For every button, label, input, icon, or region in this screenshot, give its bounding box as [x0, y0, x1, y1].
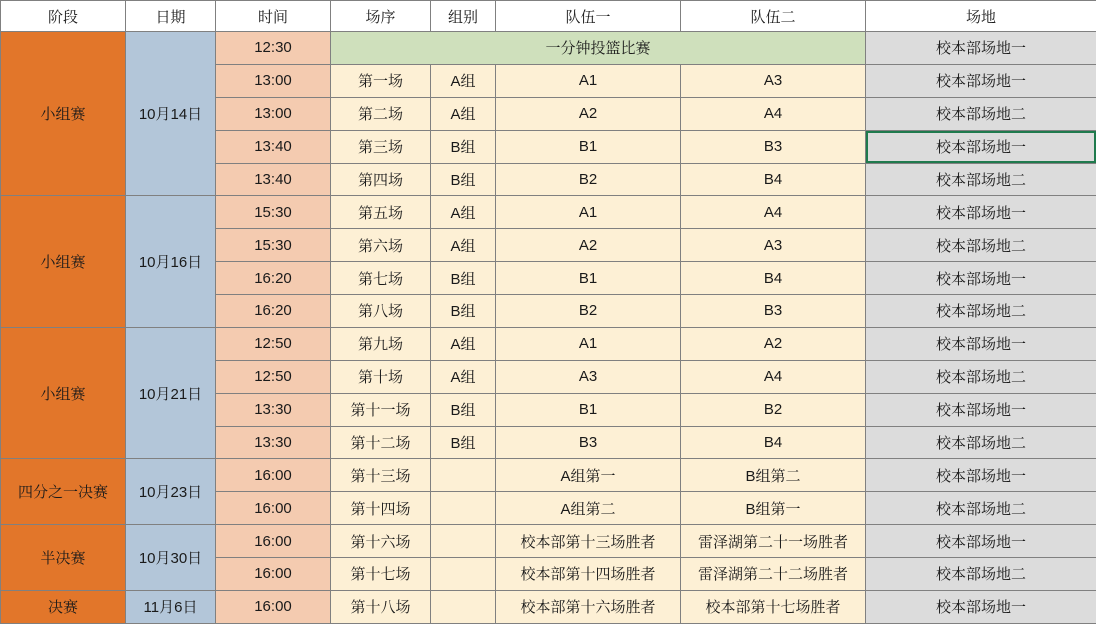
team-one-cell: 校本部第十三场胜者: [496, 525, 681, 558]
venue-cell[interactable]: 校本部场地二: [866, 163, 1096, 196]
team-one-cell: A1: [496, 196, 681, 229]
group-cell: [431, 590, 496, 623]
stage-cell: 小组赛: [1, 32, 126, 196]
match-order-cell: 第十二场: [331, 426, 431, 459]
time-cell: 16:00: [216, 459, 331, 492]
venue-cell[interactable]: 校本部场地二: [866, 492, 1096, 525]
match-order-cell: 第一场: [331, 64, 431, 97]
team-two-cell: 雷泽湖第二十二场胜者: [681, 558, 866, 591]
venue-cell[interactable]: 校本部场地二: [866, 97, 1096, 130]
column-header: 组别: [431, 1, 496, 32]
team-one-cell: B2: [496, 295, 681, 328]
table-row: [1, 459, 1096, 492]
group-cell: A组: [431, 64, 496, 97]
time-cell: 13:00: [216, 64, 331, 97]
match-order-cell: 第八场: [331, 295, 431, 328]
special-event-cell: 一分钟投篮比赛: [331, 32, 866, 65]
venue-cell[interactable]: 校本部场地二: [866, 558, 1096, 591]
column-header: 场地: [866, 1, 1096, 32]
match-order-cell: 第十六场: [331, 525, 431, 558]
team-one-cell: B1: [496, 393, 681, 426]
time-cell: 12:30: [216, 32, 331, 65]
time-cell: 13:30: [216, 426, 331, 459]
team-one-cell: A3: [496, 360, 681, 393]
stage-cell: 四分之一决赛: [1, 459, 126, 525]
team-two-cell: 校本部第十七场胜者: [681, 590, 866, 623]
group-cell: B组: [431, 393, 496, 426]
team-one-cell: 校本部第十四场胜者: [496, 558, 681, 591]
date-cell: 10月16日: [126, 196, 216, 328]
column-header: 阶段: [1, 1, 126, 32]
team-two-cell: 雷泽湖第二十一场胜者: [681, 525, 866, 558]
group-cell: [431, 492, 496, 525]
team-two-cell: B3: [681, 295, 866, 328]
table-row: [1, 525, 1096, 558]
venue-cell[interactable]: 校本部场地一: [866, 525, 1096, 558]
team-one-cell: B1: [496, 262, 681, 295]
time-cell: 12:50: [216, 360, 331, 393]
team-two-cell: A4: [681, 97, 866, 130]
match-order-cell: 第十一场: [331, 393, 431, 426]
venue-cell[interactable]: 校本部场地一: [866, 590, 1096, 623]
time-cell: 16:00: [216, 590, 331, 623]
match-order-cell: 第五场: [331, 196, 431, 229]
time-cell: 16:20: [216, 295, 331, 328]
venue-cell[interactable]: 校本部场地二: [866, 426, 1096, 459]
venue-cell[interactable]: 校本部场地一: [866, 327, 1096, 360]
time-cell: 13:40: [216, 130, 331, 163]
column-header: 场序: [331, 1, 431, 32]
table-row: [1, 196, 1096, 229]
team-two-cell: A3: [681, 229, 866, 262]
group-cell: A组: [431, 327, 496, 360]
group-cell: A组: [431, 229, 496, 262]
stage-cell: 小组赛: [1, 327, 126, 459]
date-cell: 10月21日: [126, 327, 216, 459]
date-cell: 11月6日: [126, 590, 216, 623]
team-one-cell: A1: [496, 64, 681, 97]
group-cell: A组: [431, 360, 496, 393]
time-cell: 15:30: [216, 229, 331, 262]
team-two-cell: A3: [681, 64, 866, 97]
match-order-cell: 第十三场: [331, 459, 431, 492]
group-cell: [431, 558, 496, 591]
table-row: [1, 327, 1096, 360]
group-cell: [431, 525, 496, 558]
match-order-cell: 第十七场: [331, 558, 431, 591]
table-row: [1, 32, 1096, 65]
column-header: 队伍一: [496, 1, 681, 32]
column-header: 日期: [126, 1, 216, 32]
team-two-cell: B2: [681, 393, 866, 426]
group-cell: A组: [431, 196, 496, 229]
team-one-cell: A组第二: [496, 492, 681, 525]
time-cell: 16:20: [216, 262, 331, 295]
team-one-cell: B3: [496, 426, 681, 459]
time-cell: 13:40: [216, 163, 331, 196]
team-two-cell: B4: [681, 426, 866, 459]
team-two-cell: B组第一: [681, 492, 866, 525]
team-two-cell: A2: [681, 327, 866, 360]
time-cell: 13:00: [216, 97, 331, 130]
match-order-cell: 第九场: [331, 327, 431, 360]
match-order-cell: 第四场: [331, 163, 431, 196]
venue-cell[interactable]: 校本部场地二: [866, 229, 1096, 262]
venue-cell[interactable]: 校本部场地二: [866, 360, 1096, 393]
team-two-cell: B4: [681, 262, 866, 295]
venue-cell-selected[interactable]: 校本部场地一: [866, 130, 1096, 163]
venue-cell[interactable]: 校本部场地二: [866, 295, 1096, 328]
time-cell: 16:00: [216, 492, 331, 525]
group-cell: B组: [431, 426, 496, 459]
group-cell: A组: [431, 97, 496, 130]
match-order-cell: 第三场: [331, 130, 431, 163]
venue-cell[interactable]: 校本部场地一: [866, 64, 1096, 97]
column-header: 时间: [216, 1, 331, 32]
team-two-cell: A4: [681, 196, 866, 229]
venue-cell[interactable]: 校本部场地一: [866, 196, 1096, 229]
team-one-cell: A组第一: [496, 459, 681, 492]
time-cell: 16:00: [216, 525, 331, 558]
time-cell: 13:30: [216, 393, 331, 426]
table-header-row: [1, 1, 1096, 32]
venue-cell[interactable]: 校本部场地一: [866, 393, 1096, 426]
venue-cell[interactable]: 校本部场地一: [866, 32, 1096, 65]
match-order-cell: 第六场: [331, 229, 431, 262]
match-order-cell: 第十四场: [331, 492, 431, 525]
team-one-cell: B1: [496, 130, 681, 163]
group-cell: B组: [431, 130, 496, 163]
team-one-cell: A2: [496, 97, 681, 130]
match-order-cell: 第十八场: [331, 590, 431, 623]
date-cell: 10月14日: [126, 32, 216, 196]
date-cell: 10月23日: [126, 459, 216, 525]
match-order-cell: 第十场: [331, 360, 431, 393]
group-cell: B组: [431, 262, 496, 295]
stage-cell: 小组赛: [1, 196, 126, 328]
team-two-cell: B4: [681, 163, 866, 196]
stage-cell: 决赛: [1, 590, 126, 623]
venue-cell[interactable]: 校本部场地一: [866, 262, 1096, 295]
date-cell: 10月30日: [126, 525, 216, 591]
time-cell: 15:30: [216, 196, 331, 229]
group-cell: [431, 459, 496, 492]
match-order-cell: 第七场: [331, 262, 431, 295]
team-two-cell: B组第二: [681, 459, 866, 492]
team-one-cell: B2: [496, 163, 681, 196]
team-two-cell: B3: [681, 130, 866, 163]
team-one-cell: A1: [496, 327, 681, 360]
group-cell: B组: [431, 295, 496, 328]
time-cell: 12:50: [216, 327, 331, 360]
column-header: 队伍二: [681, 1, 866, 32]
team-two-cell: A4: [681, 360, 866, 393]
table-row: [1, 590, 1096, 623]
time-cell: 16:00: [216, 558, 331, 591]
stage-cell: 半决赛: [1, 525, 126, 591]
match-order-cell: 第二场: [331, 97, 431, 130]
team-one-cell: A2: [496, 229, 681, 262]
venue-cell[interactable]: 校本部场地一: [866, 459, 1096, 492]
team-one-cell: 校本部第十六场胜者: [496, 590, 681, 623]
group-cell: B组: [431, 163, 496, 196]
